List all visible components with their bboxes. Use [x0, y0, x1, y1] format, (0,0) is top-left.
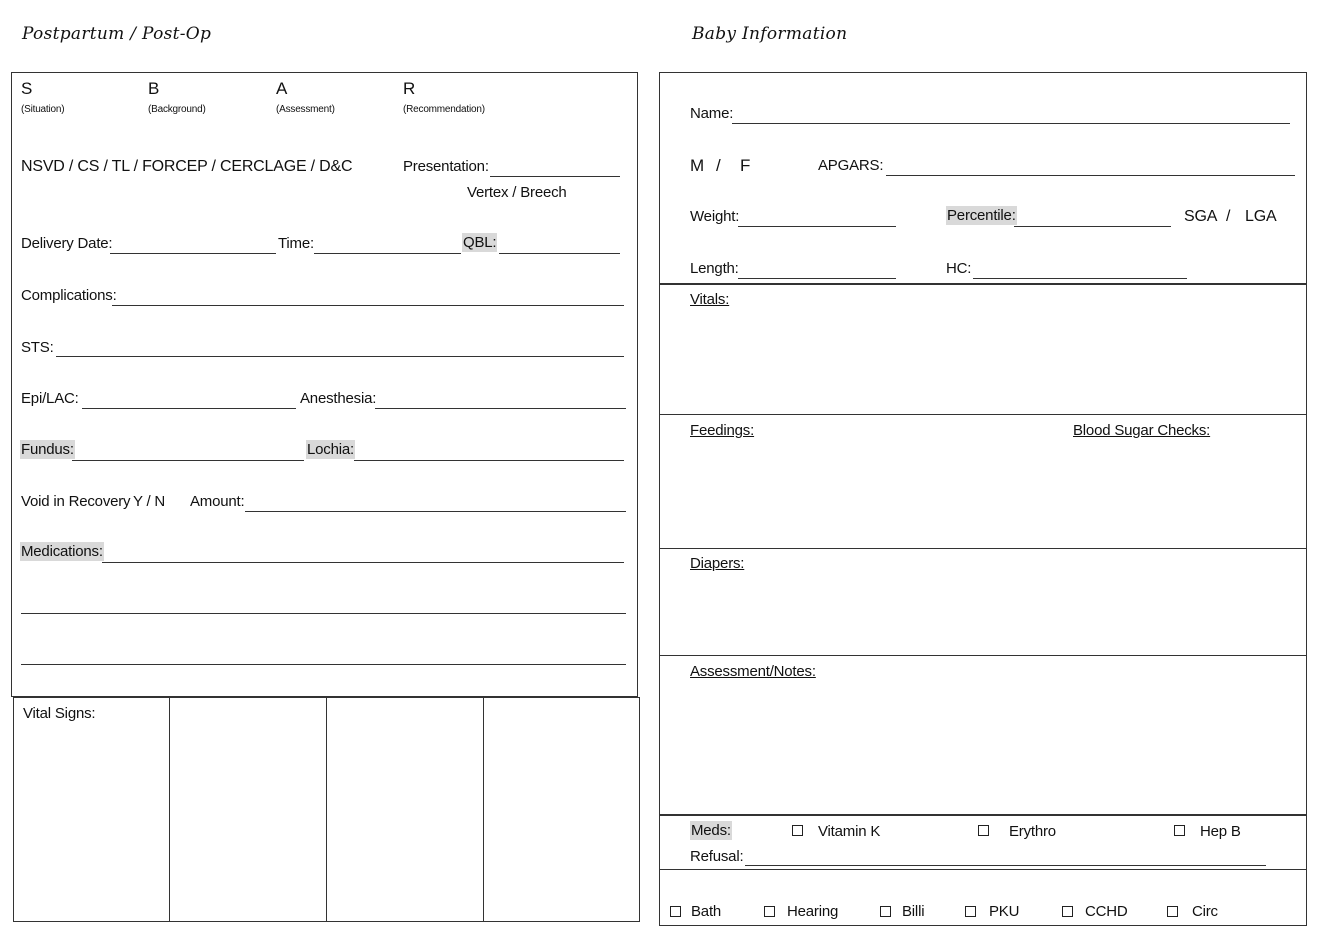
- pku-label: PKU: [989, 903, 1020, 920]
- billi-label: Billi: [902, 903, 925, 920]
- length-label: Length:: [690, 260, 739, 277]
- baby-name-field[interactable]: [732, 123, 1290, 124]
- sbar-a-sub: (Assessment): [276, 104, 335, 115]
- sbar-a-letter: A: [276, 79, 288, 98]
- meds-label: Meds:: [691, 822, 731, 839]
- sex-m[interactable]: M: [690, 156, 705, 175]
- sbar-s-letter: S: [21, 79, 33, 98]
- weight-label: Weight:: [690, 208, 740, 225]
- assessment-notes-label: Assessment/Notes:: [690, 663, 816, 680]
- percentile-field[interactable]: [1014, 226, 1171, 227]
- presentation-field[interactable]: [490, 176, 620, 177]
- sbar-b-sub: (Background): [148, 104, 206, 115]
- medications-field-1[interactable]: [102, 562, 624, 563]
- complications-label: Complications:: [21, 287, 117, 304]
- hc-label: HC:: [946, 260, 972, 277]
- sbar-r-letter: R: [403, 79, 416, 98]
- sex-separator: /: [716, 156, 721, 175]
- anesthesia-label: Anesthesia:: [300, 390, 377, 407]
- vitals-label: Vitals:: [690, 291, 730, 308]
- baby-info-panel: [659, 72, 1307, 926]
- baby-name-label: Name:: [690, 105, 734, 122]
- vital-signs-label: Vital Signs:: [23, 705, 96, 722]
- divider-feedings: [659, 414, 1307, 415]
- void-label: Void in Recovery: [21, 493, 131, 510]
- amount-field[interactable]: [245, 511, 626, 512]
- lga-option[interactable]: LGA: [1245, 208, 1277, 225]
- sga-option[interactable]: SGA: [1184, 208, 1218, 225]
- postpartum-title: Postpartum / Post-Op: [22, 24, 212, 44]
- length-field[interactable]: [738, 278, 896, 279]
- amount-label: Amount:: [190, 493, 245, 510]
- lochia-label: Lochia:: [307, 441, 354, 458]
- fundus-field[interactable]: [72, 460, 304, 461]
- erythro-label: Erythro: [1009, 823, 1056, 840]
- divider-checks: [659, 869, 1307, 870]
- vital-signs-divider-2: [326, 697, 327, 922]
- sbar-b-letter: B: [148, 79, 160, 98]
- vital-signs-divider-1: [169, 697, 170, 922]
- divider-meds: [659, 814, 1307, 816]
- bath-label: Bath: [691, 903, 722, 920]
- feedings-label: Feedings:: [690, 422, 755, 439]
- sex-f[interactable]: F: [740, 156, 751, 175]
- hearing-label: Hearing: [787, 903, 839, 920]
- vitamin-k-label: Vitamin K: [818, 823, 881, 840]
- delivery-date-field[interactable]: [110, 253, 276, 254]
- qbl-label: QBL:: [463, 234, 497, 251]
- presentation-options: Vertex / Breech: [467, 184, 567, 201]
- sts-label: STS:: [21, 339, 54, 356]
- time-label: Time:: [278, 235, 314, 252]
- vital-signs-divider-3: [483, 697, 484, 922]
- weight-field[interactable]: [738, 226, 896, 227]
- medications-label: Medications:: [21, 543, 103, 560]
- hep-b-label: Hep B: [1200, 823, 1241, 840]
- sbar-s-sub: (Situation): [21, 104, 65, 115]
- sga-lga-separator: /: [1226, 208, 1231, 225]
- hep-b-checkbox[interactable]: [1174, 825, 1185, 836]
- epi-label: Epi/LAC:: [21, 390, 79, 407]
- medications-field-3[interactable]: [21, 664, 626, 665]
- cchd-checkbox[interactable]: [1062, 906, 1073, 917]
- erythro-checkbox[interactable]: [978, 825, 989, 836]
- qbl-field[interactable]: [499, 253, 620, 254]
- circ-label: Circ: [1192, 903, 1218, 920]
- cchd-label: CCHD: [1085, 903, 1128, 920]
- diapers-label: Diapers:: [690, 555, 745, 572]
- fundus-label: Fundus:: [21, 441, 74, 458]
- percentile-label: Percentile:: [947, 207, 1016, 224]
- delivery-types: NSVD / CS / TL / FORCEP / CERCLAGE / D&C: [21, 158, 353, 175]
- hc-field[interactable]: [973, 278, 1187, 279]
- presentation-label: Presentation:: [403, 158, 489, 175]
- baby-info-title: Baby Information: [692, 24, 848, 44]
- hearing-checkbox[interactable]: [764, 906, 775, 917]
- delivery-date-label: Delivery Date:: [21, 235, 113, 252]
- apgars-field[interactable]: [886, 175, 1295, 176]
- sts-field[interactable]: [56, 356, 624, 357]
- divider-assessment: [659, 655, 1307, 656]
- refusal-label: Refusal:: [690, 848, 744, 865]
- bath-checkbox[interactable]: [670, 906, 681, 917]
- refusal-field[interactable]: [745, 865, 1266, 866]
- divider-vitals: [659, 283, 1307, 285]
- complications-field[interactable]: [112, 305, 624, 306]
- pku-checkbox[interactable]: [965, 906, 976, 917]
- void-options: Y / N: [133, 493, 166, 510]
- circ-checkbox[interactable]: [1167, 906, 1178, 917]
- divider-diapers: [659, 548, 1307, 549]
- billi-checkbox[interactable]: [880, 906, 891, 917]
- blood-sugar-label: Blood Sugar Checks:: [1073, 422, 1211, 439]
- vitamin-k-checkbox[interactable]: [792, 825, 803, 836]
- epi-field[interactable]: [82, 408, 296, 409]
- time-field[interactable]: [314, 253, 461, 254]
- medications-field-2[interactable]: [21, 613, 626, 614]
- apgars-label: APGARS:: [818, 157, 884, 174]
- lochia-field[interactable]: [354, 460, 624, 461]
- sbar-r-sub: (Recommendation): [403, 104, 485, 115]
- anesthesia-field[interactable]: [375, 408, 626, 409]
